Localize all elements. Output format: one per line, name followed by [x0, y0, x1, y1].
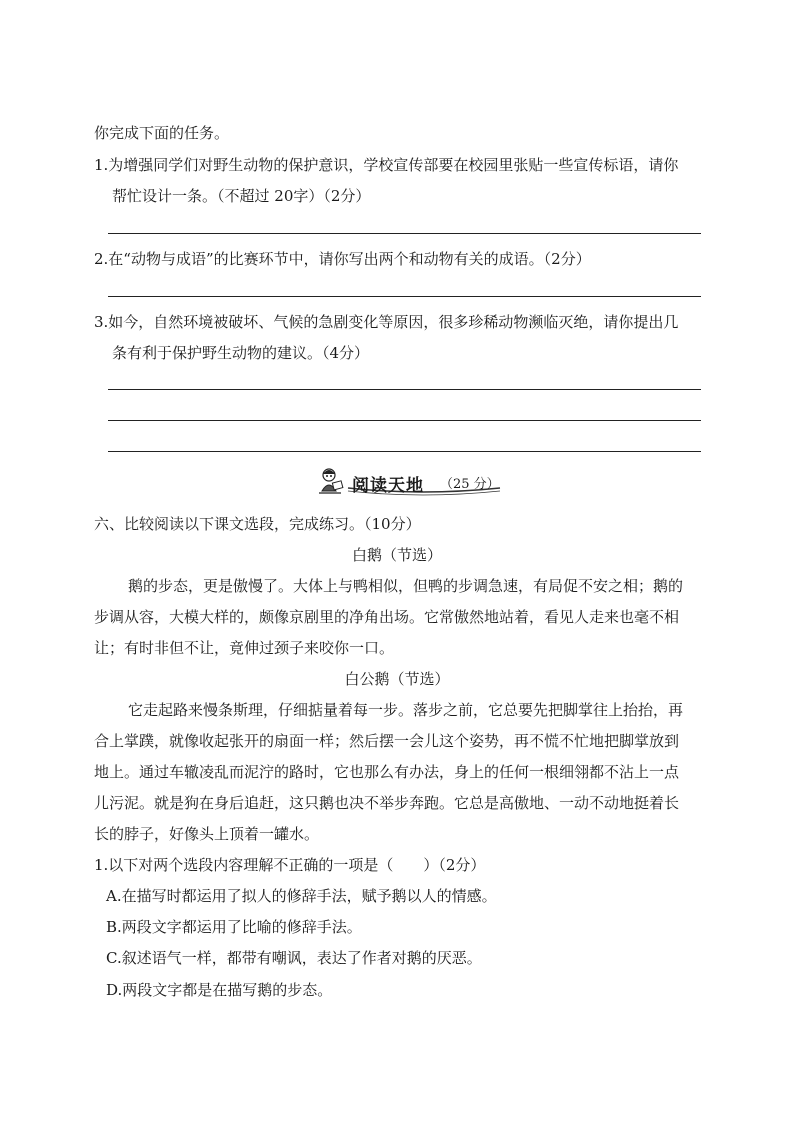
passage-1-line-2: 步调从容，大模大样的，颇像京剧里的净角出场。它常傲然地站着，看见人走来也毫不相 — [94, 608, 680, 626]
task-3-line-1: 3.如今，自然环境被破坏、气候的急剧变化等原因，很多珍稀动物濒临灭绝，请你提出几 — [94, 313, 679, 331]
passage-1-line-3: 让；有时非但不让，竟伸过颈子来咬你一口。 — [94, 639, 395, 657]
q1-option-a[interactable]: A.在描写时都运用了拟人的修辞手法，赋予鹅以人的情感。 — [106, 887, 497, 905]
q1-option-d[interactable]: D.两段文字都是在描写鹅的步态。 — [106, 981, 333, 999]
q1-stem: 1.以下对两个选段内容理解不正确的一项是（ ）（2分） — [94, 856, 486, 874]
task-2-answer-line[interactable] — [108, 296, 701, 297]
passage-2-line-5: 长的脖子，好像头上顶着一罐水。 — [94, 825, 320, 843]
task-1-line-2: 帮忙设计一条。（不超过 20字）（2分） — [112, 187, 371, 205]
task-3-line-2: 条有利于保护野生动物的建议。（4分） — [112, 344, 370, 362]
task-2-line-1: 2.在“动物与成语”的比赛环节中，请你写出两个和动物有关的成语。（2分） — [94, 250, 591, 268]
reading-section-banner — [312, 466, 502, 496]
q1-option-c[interactable]: C.叙述语气一样，都带有嘲讽，表达了作者对鹅的厌恶。 — [106, 949, 482, 967]
task-3-answer-line-3[interactable] — [108, 451, 701, 452]
question-6-heading: 六、比较阅读以下课文选段，完成练习。（10分） — [94, 515, 421, 533]
task-3-answer-line-1[interactable] — [108, 389, 701, 390]
passage-2-line-1: 它走起路来慢条斯理，仔细掂量着每一步。落步之前，它总要先把脚掌往上抬抬，再 — [128, 701, 684, 719]
passage-1-line-1: 鹅的步态，更是傲慢了。大体上与鸭相似，但鸭的步调急速，有局促不安之相；鹅的 — [128, 577, 684, 595]
section-score: （25 分） — [440, 477, 500, 492]
task-3-answer-line-2[interactable] — [108, 420, 701, 421]
passage-1-title: 白鹅（节选） — [351, 546, 442, 564]
q1-option-b[interactable]: B.两段文字都运用了比喻的修辞手法。 — [106, 918, 362, 936]
passage-2-line-4: 儿污泥。就是狗在身后追赶，这只鹅也决不举步奔跑。它总是高傲地、一动不动地挺着长 — [94, 794, 680, 812]
reading-mascot-icon — [316, 467, 346, 495]
passage-2-title: 白公鹅（节选） — [344, 670, 450, 688]
intro-text: 你完成下面的任务。 — [94, 124, 230, 142]
passage-2-line-3: 地上。通过车辙凌乱而泥泞的路时，它也那么有办法，身上的任何一根细翎都不沾上一点 — [94, 763, 680, 781]
task-1-line-1: 1.为增强同学们对野生动物的保护意识，学校宣传部要在校园里张贴一些宣传标语，请你 — [94, 156, 679, 174]
passage-2-line-2: 合上掌蹼，就像收起张开的扇面一样；然后摆一会儿这个姿势，再不慌不忙地把脚掌放到 — [94, 732, 680, 750]
section-title: 阅读天地 — [352, 476, 424, 496]
task-1-answer-line[interactable] — [108, 233, 701, 234]
